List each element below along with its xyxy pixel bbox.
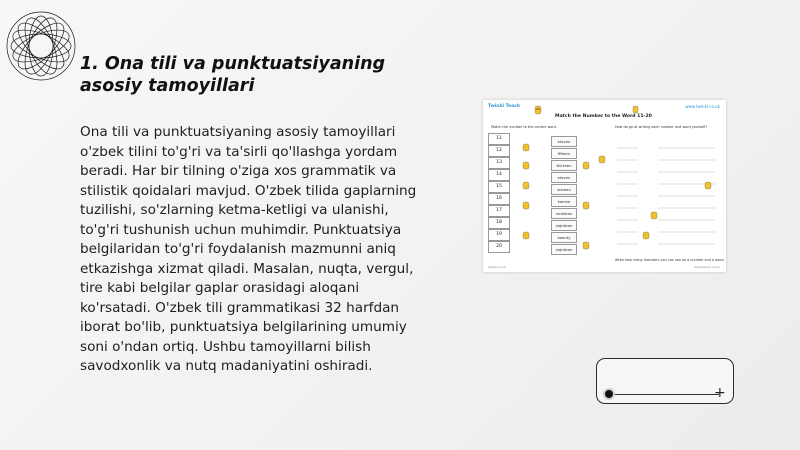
worksheet-instruction-bottom: Write how many monsters you can see as a number and a word.: [615, 258, 725, 262]
worksheet-word-cell: fifteen: [551, 148, 577, 159]
slide-title: 1. Ona tili va punktuatsiyaning asosiy tamoyillari: [80, 54, 386, 96]
worksheet-word-cell: eleven: [551, 172, 577, 183]
worksheet-instruction-right: How do go at writing each number and word yourself?: [615, 125, 708, 129]
worksheet-number-cell: 17: [488, 205, 510, 217]
spirograph-logo-icon: [4, 4, 78, 88]
slider-knob-icon[interactable]: [605, 390, 613, 398]
worksheet-site: www.twinkl.co.uk: [685, 104, 720, 109]
worksheet-word-cell: sixteen: [551, 184, 577, 195]
worksheet-brand: Twinkl Teach: [488, 104, 521, 109]
worksheet-number-cell: 15: [488, 181, 510, 193]
worksheet-title: Match the Number to the Word 11-20: [555, 114, 652, 119]
worksheet-number-cell: 14: [488, 169, 510, 181]
slider-track[interactable]: [609, 394, 719, 395]
worksheet-word-cell: twenty: [551, 232, 577, 243]
worksheet-footer-right: www.twinkl.co.uk: [694, 265, 720, 269]
worksheet-number-cell: 18: [488, 217, 510, 229]
worksheet-number-cell: 19: [488, 229, 510, 241]
worksheet-number-cell: 12: [488, 145, 510, 157]
plus-icon[interactable]: +: [714, 385, 726, 401]
worksheet-number-cell: 13: [488, 157, 510, 169]
worksheet-word-cell: thirteen: [551, 160, 577, 171]
worksheet-word-cell: eighteen: [551, 244, 577, 255]
worksheet-word-cell: nineteen: [551, 208, 577, 219]
worksheet-number-cell: 20: [488, 241, 510, 253]
worksheet-word-cell: eleven: [551, 136, 577, 147]
slide-body-text: Ona tili va punktuatsiyaning asosiy tamoyillari o'zbek tilini to'g'ri va ta'sirli qo'llashga yordam beradi. Har bir tilning o'ziga xos grammatik va stilistik qoidalari mavjud. O'zbek tilida gaplarning tuzilishi, so'zlarning ketma-ketligi va ulanishi, to'g'ri tushunish uchun muhimdir. Punktuatsiya belgilaridan to'g'ri foydalanish mazmunni aniq etkazishga xizmat qiladi. Masalan, nuqta, vergul, tire kabi belgilar gaplar orasidagi aloqani ko'rsatadi. O'zbek tili grammatikasi 32 harfdan iborat bo'lib, punktuatsiya belgilarining umumiy soni o'ndan ortiq. Ushbu tamoyillarni bilish savodxonlik va nutq madaniyatini oshiradi.: [80, 124, 417, 374]
worksheet-number-cell: 16: [488, 193, 510, 205]
worksheet-word-cell: twelve: [551, 196, 577, 207]
worksheet-number-cell: 11: [488, 133, 510, 145]
slider-widget[interactable]: [596, 358, 734, 404]
worksheet-image: [483, 100, 726, 272]
worksheet-word-cell: eighteen: [551, 220, 577, 231]
worksheet-footer-left: twinkl.co.uk: [488, 265, 506, 269]
worksheet-instruction-left: Match the number to the correct word.: [491, 125, 557, 129]
